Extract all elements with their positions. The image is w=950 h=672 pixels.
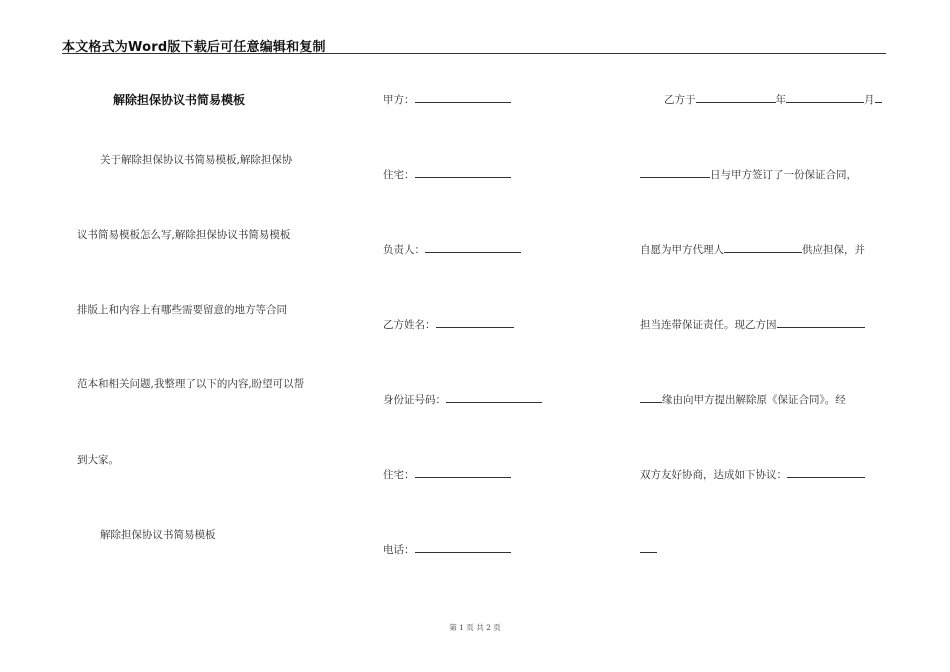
text-segment: 自愿为甲方代理人 (640, 244, 724, 256)
field-label: 身份证号码： (383, 394, 446, 406)
intro-line-3: 排版上和内容上有哪些需要留意的地方等合同 (77, 304, 287, 316)
fill-blank (696, 92, 776, 103)
body-line-3 (640, 242, 865, 257)
body-line-4 (640, 317, 865, 332)
intro-line-2: 议书简易模板怎么写,解除担保协议书简易模板 (77, 229, 291, 241)
document-header: 本文格式为Word版下载后可任意编辑和复制 (62, 40, 326, 55)
fill-blank (446, 392, 542, 403)
fill-blank (724, 242, 802, 253)
header-divider (62, 53, 886, 54)
fill-blank (425, 242, 521, 253)
document-title: 解除担保协议书简易模板 (113, 93, 246, 107)
fill-blank (415, 167, 511, 178)
fill-blank (415, 92, 511, 103)
text-segment: 乙方于 (664, 94, 696, 106)
text-segment: 月 (864, 94, 875, 106)
field-residence (383, 167, 511, 182)
fill-blank (415, 542, 511, 553)
fill-blank (415, 467, 511, 478)
fill-blank (640, 167, 710, 178)
section-heading: 解除担保协议书简易模板 (100, 529, 216, 541)
fill-blank (787, 467, 865, 478)
field-label: 住宅： (383, 469, 415, 481)
intro-line-4: 范本和相关问题,我整理了以下的内容,盼望可以帮 (77, 378, 305, 390)
text-segment: 供应担保，并 (802, 244, 865, 256)
page-number: 第 1 页 共 2 页 (449, 623, 501, 632)
body-line-2 (640, 167, 857, 182)
body-line-6 (640, 467, 865, 482)
field-person-in-charge (383, 242, 521, 257)
field-party-b-name (383, 317, 514, 332)
body-line-1 (664, 92, 882, 107)
field-label: 乙方姓名： (383, 319, 436, 331)
intro-line-5: 到大家。 (77, 454, 119, 466)
field-residence-2 (383, 467, 511, 482)
fill-blank (640, 392, 662, 403)
field-label: 甲方： (383, 94, 415, 106)
field-party-a (383, 92, 511, 107)
field-label: 负责人： (383, 244, 425, 256)
text-segment: 担当连带保证责任。现乙方因 (640, 319, 777, 331)
text-segment: 年 (775, 94, 786, 106)
fill-blank (436, 317, 514, 328)
fill-blank (777, 317, 865, 328)
fill-blank (875, 92, 882, 103)
field-label: 电话： (383, 544, 415, 556)
fill-blank (640, 542, 657, 553)
text-segment: 双方友好协商，达成如下协议： (640, 469, 787, 481)
body-line-7 (640, 542, 657, 557)
body-line-5 (640, 392, 846, 407)
intro-line-1: 关于解除担保协议书简易模板,解除担保协 (100, 154, 293, 166)
text-segment: 日与甲方签订了一份保证合同， (710, 169, 857, 181)
field-label: 住宅： (383, 169, 415, 181)
field-phone (383, 542, 511, 557)
field-id-number (383, 392, 542, 407)
fill-blank (786, 92, 864, 103)
text-segment: 缘由向甲方提出解除原《保证合同》。经 (662, 394, 846, 406)
